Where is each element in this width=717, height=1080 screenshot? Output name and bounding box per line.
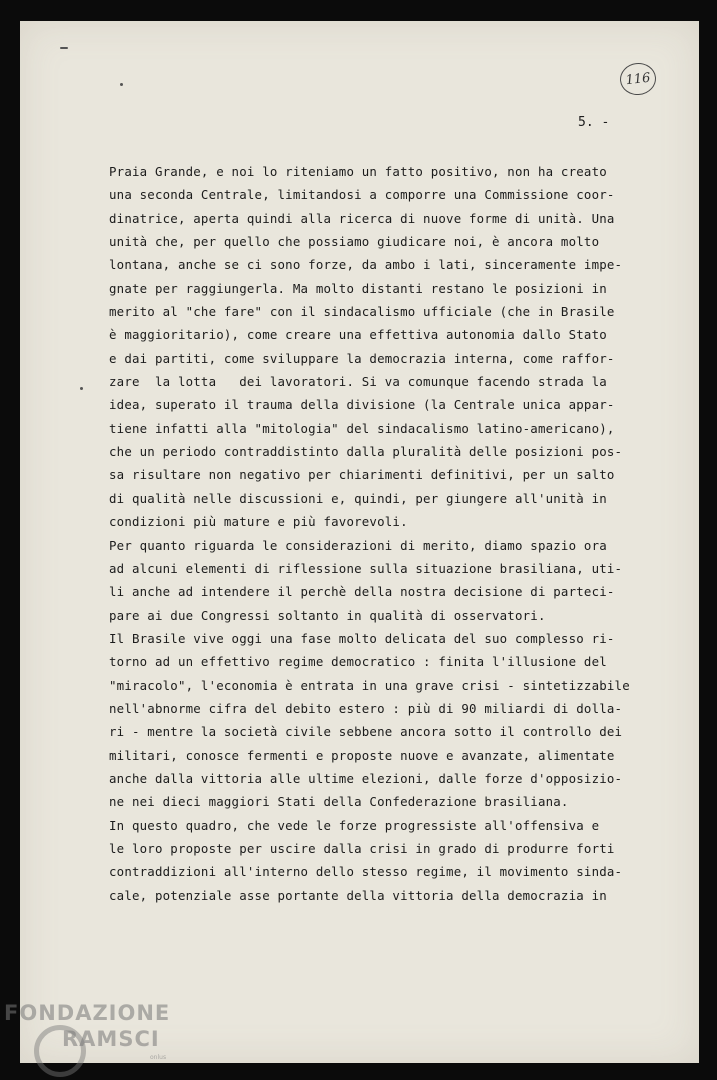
text-line: nell'abnorme cifra del debito estero : più di 90 miliardi di dolla-: [109, 700, 623, 716]
text-line: dinatrice, aperta quindi alla ricerca di nuove forme di unità. Una: [109, 210, 615, 226]
text-line: Per quanto riguarda le considerazioni di merito, diamo spazio ora: [109, 537, 607, 553]
text-line: li anche ad intendere il perchè della nostra decisione di parteci-: [109, 584, 615, 600]
text-line: che un periodo contraddistinto dalla pluralità delle posizioni pos-: [109, 444, 623, 460]
text-line: In questo quadro, che vede le forze progressiste all'offensiva e: [109, 817, 600, 833]
text-line: "miracolo", l'economia è entrata in una grave crisi - sintetizzabile: [109, 677, 630, 693]
text-line: lontana, anche se ci sono forze, da ambo i lati, sinceramente impe-: [109, 257, 623, 273]
text-line: militari, conosce fermenti e proposte nuove e avanzate, alimentate: [109, 747, 615, 763]
text-line: tiene infatti alla "mitologia" del sindacalismo latino-americano),: [109, 420, 615, 436]
fondazione-gramsci-watermark: [4, 1001, 171, 1061]
text-line: ad alcuni elementi di riflessione sulla situazione brasiliana, uti-: [109, 560, 623, 576]
ink-speck: [60, 47, 68, 49]
watermark-g-logo-icon: [34, 1025, 86, 1077]
text-line: gnate per raggiungerla. Ma molto distanti restano le posizioni in: [109, 280, 607, 296]
ink-speck: [80, 387, 83, 390]
text-line: anche dalla vittoria alle ultime elezioni, dalle forze d'opposizio-: [109, 770, 623, 786]
text-line: contraddizioni all'interno dello stesso regime, il movimento sinda-: [109, 864, 623, 880]
text-line: cale, potenziale asse portante della vittoria della democrazia in: [109, 887, 607, 903]
ink-speck: [120, 83, 123, 86]
text-line: di qualità nelle discussioni e, quindi, per giungere all'unità in: [109, 490, 607, 506]
text-line: ne nei dieci maggiori Stati della Confederazione brasiliana.: [109, 794, 569, 810]
body-text: [109, 160, 630, 907]
watermark-subtitle: onlus: [150, 1054, 167, 1061]
text-line: unità che, per quello che possiamo giudicare noi, è ancora molto: [109, 234, 600, 250]
text-line: le loro proposte per uscire dalla crisi in grado di produrre forti: [109, 840, 615, 856]
text-line: torno ad un effettivo regime democratico : finita l'illusione del: [109, 654, 607, 670]
archive-number-stamp: 116: [618, 61, 657, 97]
text-line: e dai partiti, come sviluppare la democrazia interna, come raffor-: [109, 350, 615, 366]
watermark-line1: FONDAZIONE: [4, 1001, 171, 1025]
watermark-line2: RAMSCI: [62, 1027, 160, 1051]
text-line: merito al "che fare" con il sindacalismo ufficiale (che in Brasile: [109, 304, 615, 320]
text-line: Il Brasile vive oggi una fase molto delicata del suo complesso ri-: [109, 630, 615, 646]
text-line: pare ai due Congressi soltanto in qualità di osservatori.: [109, 607, 546, 623]
page-number: 5. -: [578, 115, 610, 130]
text-line: è maggioritario), come creare una effettiva autonomia dallo Stato: [109, 327, 607, 343]
text-line: idea, superato il trauma della divisione (la Centrale unica appar-: [109, 397, 615, 413]
text-line: condizioni più mature e più favorevoli.: [109, 514, 408, 530]
text-line: Praia Grande, e noi lo riteniamo un fatto positivo, non ha creato: [109, 164, 607, 179]
text-line: ri - mentre la società civile sebbene ancora sotto il controllo dei: [109, 724, 623, 740]
text-line: una seconda Centrale, limitandosi a comporre una Commissione coor-: [109, 187, 615, 203]
text-line: sa risultare non negativo per chiarimenti definitivi, per un salto: [109, 467, 615, 483]
text-line: zare la lotta dei lavoratori. Si va comunque facendo strada la: [109, 374, 607, 390]
